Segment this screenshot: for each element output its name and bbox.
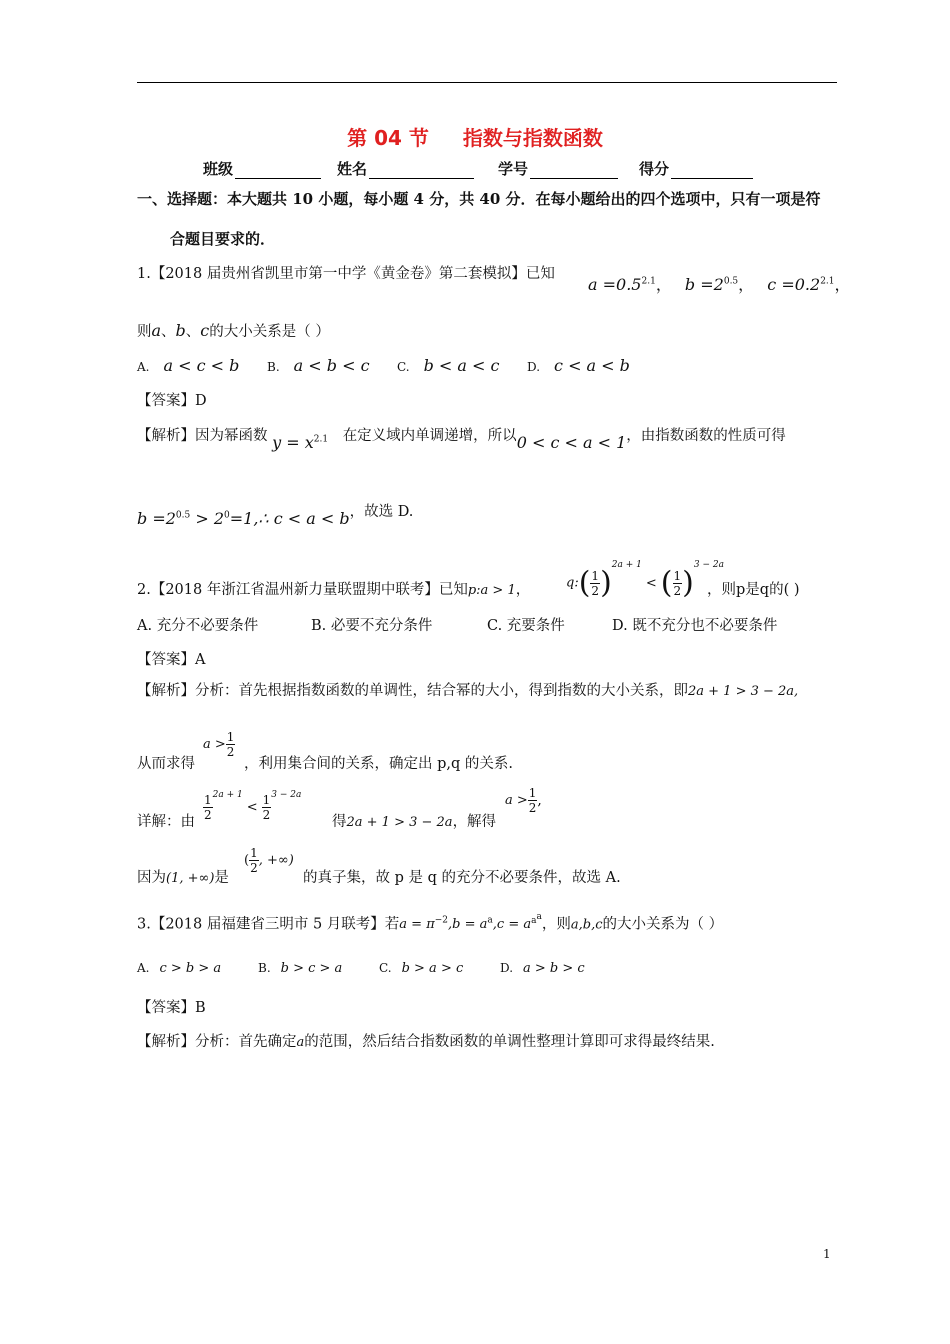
q1-ask — [137, 320, 330, 341]
q1-b-exp: 0.5 — [723, 276, 739, 287]
q1-comma-3: ， — [834, 275, 851, 294]
q3-opt-d-label: D. — [500, 961, 514, 975]
q1-a-def: a =0.5 — [588, 275, 642, 294]
q2-interval2-frac-den: 2 — [250, 861, 258, 875]
q2-frac-2 — [673, 569, 683, 598]
class-label: 班级 — [203, 160, 234, 178]
name-label: 姓名 — [337, 160, 368, 178]
q1-ask-b: b — [175, 321, 186, 340]
q2-interval2-frac-num: 1 — [250, 846, 258, 860]
q3-vars: a,b,c — [570, 917, 603, 933]
q2-result-suffix: ，利用集合间的关系，确定出 p,q 的关系. — [244, 756, 513, 772]
section-heading-line2: 合题目要求的． — [170, 230, 276, 248]
q2-detail-frac-2-den: 2 — [262, 807, 271, 822]
q2-option-c[interactable]: C. 充要条件 — [487, 618, 565, 634]
id-field — [498, 158, 618, 179]
q2-frac-1 — [590, 569, 600, 598]
q2-detail-frac-1-num: 1 — [204, 792, 212, 807]
q2-detail-ineq: 2a + 1 > 3 − 2a — [346, 815, 453, 830]
q1-option-d[interactable] — [527, 356, 630, 375]
q2-because-is: 是 — [214, 870, 229, 886]
q2-frac-2-den: 2 — [673, 583, 682, 598]
q3-option-d[interactable] — [500, 960, 585, 976]
q1-analysis-prefix: 【解析】因为幂函数 — [137, 428, 268, 444]
q3-stem-line — [137, 912, 723, 933]
q3-def-b-exp: a — [487, 916, 493, 926]
q1-ask-sep2: 、 — [185, 324, 201, 340]
q2-detail-frac-1 — [203, 793, 213, 822]
q3-opt-a-text: c > b > a — [159, 961, 222, 976]
q2-because-suffix: 的真子集，故 p 是 q 的充分不必要条件，故选 A. — [303, 870, 621, 886]
q3-stem-suffix: 的大小关系为（ ） — [602, 916, 724, 933]
q3-stem-prefix: 3.【2018 届福建省三明市 5 月联考】若 — [137, 916, 400, 933]
q1-ask-a: a — [151, 321, 162, 340]
page-title — [0, 122, 950, 151]
class-blank[interactable] — [235, 164, 321, 179]
score-field — [639, 158, 753, 179]
q1-ask-suffix: 的大小关系是（ ） — [209, 324, 330, 340]
q1-opt-b-text: a < b < c — [293, 356, 370, 375]
q2-stem-suffix: ，则p是q的( ) — [707, 582, 800, 598]
q2-result-frac — [226, 730, 236, 759]
q2-because-prefix: 因为 — [137, 870, 166, 886]
q1-opt-a-label: A. — [137, 360, 150, 374]
q2-result-frac-num: 1 — [226, 730, 235, 744]
q1-final-suffix: ，故选 D. — [349, 504, 414, 520]
q1-ask-sep1: 、 — [161, 324, 176, 340]
q2-detail-lt: < — [246, 799, 258, 815]
q1-analysis-line1 — [137, 424, 786, 452]
q1-opt-d-text: c < a < b — [554, 356, 630, 375]
score-blank[interactable] — [671, 164, 753, 179]
q3-opt-b-label: B. — [258, 961, 271, 975]
id-label: 学号 — [498, 160, 529, 178]
q2-stem-line: 2.【2018 年浙江省温州新力量联盟期中联考】已知p:a > 1， — [137, 582, 531, 598]
q2-lt: < — [645, 575, 657, 591]
q2-exp1: 2a + 1 — [611, 560, 642, 570]
q1-ask-prefix: 则 — [137, 324, 152, 340]
q1-opt-d-label: D. — [527, 360, 541, 374]
q2-interval2-frac — [249, 846, 259, 875]
q3-def-c-exp-exp: a — [536, 912, 542, 922]
q2-analysis-line1 — [137, 679, 798, 700]
q2-interval2-plus: , +∞) — [258, 853, 294, 868]
q1-analysis-line2 — [137, 500, 414, 528]
q1-power-func — [272, 433, 328, 452]
header-rule — [137, 82, 837, 83]
q3-def-b: ,b = a — [448, 917, 488, 933]
q3-def-a: a = π — [399, 917, 435, 933]
q2-frac-1-den: 2 — [591, 583, 600, 598]
q1-option-b[interactable] — [267, 356, 370, 375]
title-name: 指数与指数函数 — [462, 126, 603, 150]
q2-detail-solve: ，解得 — [452, 814, 497, 830]
q3-opt-a-label: A. — [137, 961, 150, 975]
q3-analysis-var: a — [296, 1035, 305, 1050]
q2-p-cond: p:a > 1 — [467, 583, 516, 598]
q1-final-gt: > 2 — [190, 509, 225, 528]
page-number: 1 — [823, 1247, 831, 1261]
q1-opt-c-label: C. — [397, 360, 410, 374]
q1-final-zero-exp: 0 — [224, 510, 230, 521]
q3-opt-b-text: b > c > a — [280, 961, 343, 976]
q2-detail-mid: 得 — [332, 814, 347, 830]
name-blank[interactable] — [369, 164, 474, 179]
q2-q-label: q: — [566, 575, 579, 591]
q2-detail-result — [505, 786, 542, 815]
q2-frac-1-num: 1 — [591, 568, 600, 583]
q2-result-a-gt: a > — [203, 737, 226, 752]
score-label: 得分 — [639, 160, 670, 178]
q2-detail-result-frac — [528, 786, 538, 815]
q1-definitions — [588, 272, 851, 295]
q3-option-b[interactable] — [258, 960, 342, 976]
q1-opt-c-text: b < a < c — [423, 356, 500, 375]
section-heading-line1: 一、选择题：本大题共 10 小题，每小题 4 分，共 40 分．在每小题给出的四个选项中，只有一项是符 — [137, 190, 821, 208]
q3-answer: 【答案】B — [137, 1000, 206, 1016]
q3-stem-mid: ，则 — [541, 916, 571, 933]
q2-interval2: ( $\frac{1}{2}$ , +∞) — [244, 846, 294, 875]
q2-result-expr — [203, 730, 235, 759]
q2-option-a[interactable]: A. 充分不必要条件 — [137, 618, 259, 634]
q2-q-cond: q:( $\frac{1}{2}$ )$^{2a + 1}$< ( $\frac{1}{2}$ )$^{3 - 2a}$ — [566, 560, 724, 601]
q2-analysis: 【解析】分析：首先根据指数函数的单调性，结合幂的大小，得到指数的大小关系，即 — [137, 683, 688, 699]
q2-option-d[interactable]: D. 既不充分也不必要条件 — [612, 618, 778, 634]
q1-stem: 1.【2018 届贵州省凯里市第一中学《黄金卷》第二套模拟】已知 — [137, 266, 555, 282]
q1-comma-1: ， — [655, 275, 672, 294]
q1-final-rest: =1,∴ c < a < b — [229, 509, 350, 528]
q2-detail-frac-2 — [262, 793, 272, 822]
q2-result-frac-den: 2 — [226, 745, 235, 759]
class-field — [203, 158, 321, 179]
q1-c-exp: 2.1 — [820, 276, 835, 287]
q2-detail-result-frac-num: 1 — [528, 786, 537, 800]
q1-analysis-suffix: ，由指数函数的性质可得 — [626, 428, 786, 444]
q1-ineq: 0 < c < a < 1 — [516, 433, 627, 452]
q2-interval1: (1, +∞) — [166, 871, 215, 886]
q1-option-a[interactable] — [137, 356, 239, 375]
q2-analysis-ineq: 2a + 1 > 3 − 2a, — [688, 684, 799, 699]
q3-def-c: ,c = a — [492, 917, 532, 933]
q2-detail-cond — [203, 790, 301, 822]
title-section: 第 04 节 — [347, 126, 429, 150]
q1-final-expr — [137, 509, 350, 528]
q1-comma-2: ， — [738, 275, 755, 294]
q2-detail-exp1: 2a + 1 — [212, 790, 243, 800]
q1-option-c[interactable] — [397, 356, 499, 375]
q1-a-exp: 2.1 — [641, 276, 656, 287]
q3-analysis-prefix: 【解析】分析：首先确定 — [137, 1034, 297, 1050]
q1-opt-a-text: a < c < b — [163, 356, 240, 375]
q1-analysis-mid: 在定义域内单调递增，所以 — [342, 428, 517, 444]
q2-frac-2-num: 1 — [673, 568, 682, 583]
q1-c-def: c =0.2 — [767, 275, 821, 294]
q3-analysis — [137, 1030, 715, 1051]
q2-option-b[interactable]: B. 必要不充分条件 — [311, 618, 433, 634]
q2-exp2: 3 − 2a — [693, 560, 724, 570]
q3-def-a-exp: −2 — [434, 916, 449, 926]
q3-option-c[interactable] — [379, 960, 463, 976]
q2-stem: 2.【2018 年浙江省温州新力量联盟期中联考】已知 — [137, 582, 468, 598]
q1-power-func-exp: 2.1 — [313, 434, 329, 445]
q2-answer: 【答案】A — [137, 652, 206, 668]
q1-answer: 【答案】D — [137, 393, 207, 409]
q3-opt-c-label: C. — [379, 961, 392, 975]
q1-opt-b-label: B. — [267, 360, 280, 374]
q1-ask-c: c — [200, 321, 210, 340]
q3-opt-d-text: a > b > c — [523, 961, 585, 976]
q2-detail-frac-2-num: 1 — [262, 792, 271, 807]
name-field — [337, 158, 474, 179]
q3-opt-c-text: b > a > c — [401, 961, 464, 976]
q1-final-b: b =2 — [137, 509, 176, 528]
q2-result-prefix: 从而求得 — [137, 756, 195, 772]
id-blank[interactable] — [530, 164, 618, 179]
q3-def-c-exp-base: a — [531, 916, 537, 926]
q2-detail-end: , — [537, 792, 542, 809]
q3-def-c-exp — [531, 912, 542, 926]
q2-detail-result-frac-den: 2 — [528, 801, 537, 815]
q2-detail-a-gt: a > — [505, 793, 528, 808]
q2-detail-exp2: 3 − 2a — [271, 790, 302, 800]
q2-detail-rest — [332, 810, 496, 831]
q1-b-def: b =2 — [684, 275, 724, 294]
q3-analysis-suffix: 的范围，然后结合指数函数的单调性整理计算即可求得最终结果. — [304, 1034, 715, 1050]
q3-definitions — [399, 912, 542, 933]
q2-because-line — [137, 866, 229, 887]
q3-option-a[interactable] — [137, 960, 221, 976]
q1-power-func-base: y = x — [272, 433, 314, 452]
q2-detail-frac-1-den: 2 — [204, 807, 212, 822]
q2-detail-prefix: 详解：由 — [137, 814, 195, 830]
q1-final-b-exp: 0.5 — [175, 510, 191, 521]
